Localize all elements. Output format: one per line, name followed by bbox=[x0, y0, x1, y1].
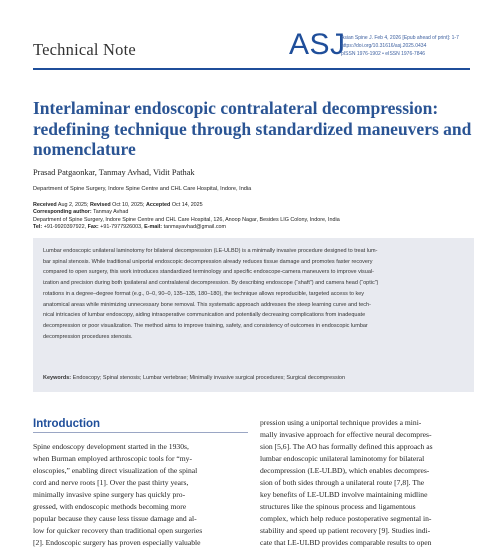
body-line: decompression (LE-ULBD), which enables decompres- bbox=[260, 466, 430, 475]
history-line bbox=[33, 202, 473, 209]
body-line: eloscopies,” enabling direct visualization of the spinal bbox=[33, 466, 198, 475]
body-column-left bbox=[33, 441, 246, 549]
corresponding-name: Tanmay Avhad bbox=[93, 209, 129, 216]
abstract-line: decompression or poor visualization. The method aims to improve training, safety, and consistency of outcomes in endoscopic lumbar bbox=[43, 322, 368, 329]
affiliation: Department of Spine Surgery, Indore Spine Centre and CHL Care Hospital, Indore, India bbox=[33, 186, 252, 192]
accepted-date: Oct 14, 2025 bbox=[171, 202, 203, 208]
body-line: when Burman employed arthroscopic tools for “my- bbox=[33, 454, 193, 463]
accepted-label: Accepted bbox=[146, 202, 171, 208]
revised-date: Oct 10, 2025; bbox=[112, 202, 145, 208]
abstract-line: bar spinal stenosis. While traditional uniportal endoscopic decompression already reduces tissue damage and promotes faster recovery bbox=[43, 258, 373, 265]
abstract-text bbox=[43, 246, 464, 342]
fax-number: +91-7977926003, bbox=[100, 224, 143, 231]
corresponding-line bbox=[33, 209, 473, 216]
abstract-line: decompression procedures stenosis. bbox=[43, 333, 133, 340]
section-heading: Introduction bbox=[33, 418, 101, 430]
body-line: cate that LE-ULBD provides comparable results to open bbox=[260, 538, 432, 547]
body-line: sion of both sides through a unilateral route [7,8]. The bbox=[260, 478, 425, 487]
received-label: Received bbox=[33, 202, 57, 208]
section-heading-rule bbox=[33, 432, 248, 433]
email-label: E-mail: bbox=[144, 224, 163, 231]
body-line: mally invasive approach for effective neural decompres- bbox=[260, 430, 432, 439]
article-info bbox=[33, 202, 473, 232]
body-line: structures like the spinous process and ligamentous bbox=[260, 502, 416, 511]
abstract-line: ization and precision during both ipsilateral and contralateral decompression. By describing endoscope (“shaft”) and camera head (“optic”) bbox=[43, 280, 379, 287]
abstract-line: anatomical areas while minimizing unnecessary bone removal. This systematic approach addresses the steep learning curve and tech- bbox=[43, 301, 371, 308]
body-line: [2]. Endoscopic surgery has proven especially valuable bbox=[33, 538, 201, 547]
journal-meta bbox=[341, 34, 491, 59]
corresponding-address: Department of Spine Surgery, Indore Spine Centre and CHL Care Hospital, 126, Anoop Nagar, Besides LIG Colony, Indore, India bbox=[33, 216, 340, 223]
revised-label: Revised bbox=[89, 202, 111, 208]
body-line: minimally invasive spine surgery has quickly pro- bbox=[33, 490, 186, 499]
tel-label: Tel: bbox=[33, 224, 43, 231]
author-list: Prasad Patgaonkar, Tanmay Avhad, Vidit Pathak bbox=[33, 168, 195, 177]
body-line: Spine endoscopy development started in the 1930s, bbox=[33, 442, 189, 451]
tel-number: +91-9920397922, bbox=[43, 224, 87, 231]
abstract-line: nical intricacies of lumbar endoscopy, aiding intraoperative communication and potentially decreasing complications from inadequate bbox=[43, 312, 366, 319]
header-rule bbox=[33, 68, 470, 70]
keywords-label: Keywords: bbox=[43, 375, 72, 381]
corresponding-label: Corresponding author: bbox=[33, 209, 92, 216]
journal-citation: Asian Spine J. Feb 4, 2026 [Epub ahead of print]: 1-7 bbox=[341, 35, 459, 41]
received-date: Aug 2, 2025; bbox=[57, 202, 89, 208]
body-column-right bbox=[260, 417, 474, 549]
body-line: cord and nerve roots [1]. Over the past thirty years, bbox=[33, 478, 189, 487]
body-line: popular because they cause less tissue damage and al- bbox=[33, 514, 197, 523]
email-address[interactable]: tanmayavhad@gmail.com bbox=[163, 224, 227, 231]
body-line: pression using a uniportal technique provides a mini- bbox=[260, 418, 422, 427]
keywords bbox=[43, 375, 464, 381]
keywords-list: Endoscopy; Spinal stenosis; Lumbar vertebrae; Minimally invasive surgical procedures; Surgical decompression bbox=[72, 375, 346, 381]
body-line: sion [5,6]. The AO has formally defined this approach as bbox=[260, 442, 433, 451]
body-line: key benefits of LE-ULBD involve maintaining midline bbox=[260, 490, 428, 499]
section-label: Technical Note bbox=[33, 40, 136, 59]
abstract-line: rotations in a degree–degree format (e.g., 0–0, 90–0, 135–135, 180–180), the technique allows reproducible, targeted access to key bbox=[43, 290, 365, 297]
body-line: lumbar endoscopic unilateral laminotomy for bilateral bbox=[260, 454, 425, 463]
abstract-line: compared to open surgery, this work introduces standardized terminology and specific endoscope-camera maneuvers to improve visual- bbox=[43, 269, 374, 276]
article-title: Interlaminar endoscopic contralateral decompression: redefining technique through standardized maneuvers and nomenclature bbox=[33, 98, 472, 159]
body-line: gressed, with endoscopic methods becoming more bbox=[33, 502, 187, 511]
abstract-line: Lumbar endoscopic unilateral laminotomy for bilateral decompression (LE-ULBD) is a minimally invasive procedure designed to treat lum- bbox=[43, 248, 378, 254]
body-line: complex, which help reduce postoperative segmental in- bbox=[260, 514, 432, 523]
doi-link[interactable]: https://doi.org/10.31616/asj.2025.0434 bbox=[341, 43, 427, 50]
body-line: low for quicker recovery than traditional open surgeries bbox=[33, 526, 203, 535]
issn: pISSN 1976-1902 • eISSN 1976-7846 bbox=[341, 51, 426, 58]
body-line: stability and speed up patient recovery [9]. Studies indi- bbox=[260, 526, 431, 535]
fax-label: Fax: bbox=[87, 224, 99, 231]
journal-logo: ASJ bbox=[289, 28, 346, 61]
contact-line bbox=[33, 224, 473, 231]
